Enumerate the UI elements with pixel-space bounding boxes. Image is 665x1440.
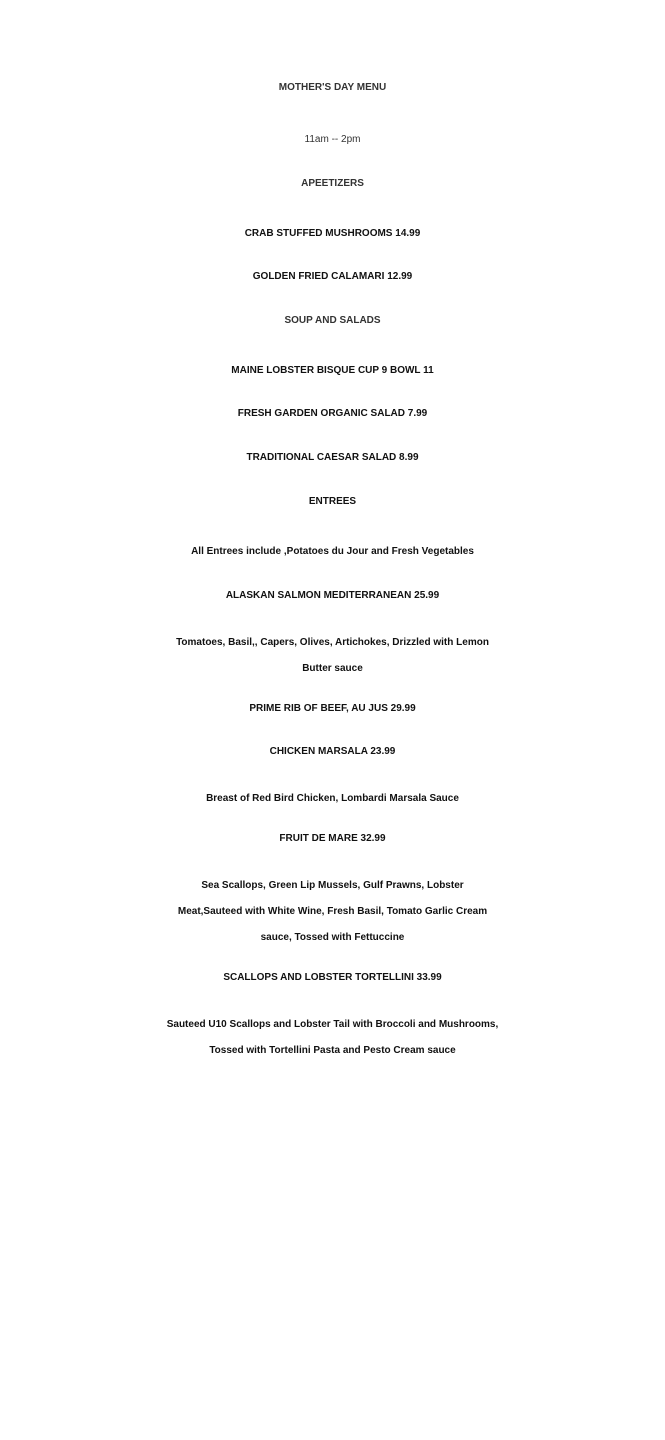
entree-scallops-tortellini-desc: Sauteed U10 Scallops and Lobster Tail with Broccoli and Mushrooms, (166, 1019, 499, 1030)
appetizers-heading: APEETIZERS (301, 178, 364, 189)
entree-prime-rib-name: PRIME RIB OF BEEF, AU JUS 29.99 (249, 703, 416, 714)
menu-title: MOTHER'S DAY MENU (278, 82, 387, 93)
entree-fruit-de-mare-name: FRUIT DE MARE 32.99 (279, 833, 386, 844)
entree-fruit-de-mare-desc: sauce, Tossed with Fettuccine (260, 932, 405, 943)
entree-salmon-desc: Butter sauce (302, 663, 363, 674)
soup-salad-item: TRADITIONAL CAESAR SALAD 8.99 (246, 452, 419, 463)
entree-chicken-desc: Breast of Red Bird Chicken, Lombardi Marsala Sauce (206, 793, 459, 804)
appetizer-item: CRAB STUFFED MUSHROOMS 14.99 (244, 228, 421, 239)
entree-fruit-de-mare-desc: Meat,Sauteed with White Wine, Fresh Basil, Tomato Garlic Cream (177, 906, 488, 917)
entree-scallops-tortellini-desc: Tossed with Tortellini Pasta and Pesto Cream sauce (209, 1045, 456, 1056)
menu-hours: 11am -- 2pm (304, 134, 361, 145)
appetizer-item: GOLDEN FRIED CALAMARI 12.99 (252, 271, 413, 282)
entree-scallops-tortellini-name: SCALLOPS AND LOBSTER TORTELLINI 33.99 (223, 972, 442, 983)
entree-salmon-name: ALASKAN SALMON MEDITERRANEAN 25.99 (225, 590, 440, 601)
entree-chicken-name: CHICKEN MARSALA 23.99 (269, 746, 396, 757)
soups-salads-heading: SOUP AND SALADS (284, 315, 381, 326)
soup-salad-item: MAINE LOBSTER BISQUE CUP 9 BOWL 11 (231, 365, 434, 376)
entree-salmon-desc: Tomatoes, Basil,, Capers, Olives, Artichokes, Drizzled with Lemon (176, 637, 489, 648)
entree-fruit-de-mare-desc: Sea Scallops, Green Lip Mussels, Gulf Prawns, Lobster (201, 880, 464, 891)
entrees-heading: ENTREES (308, 496, 357, 507)
entrees-note: All Entrees include ,Potatoes du Jour and Fresh Vegetables (191, 546, 474, 557)
soup-salad-item: FRESH GARDEN ORGANIC SALAD 7.99 (237, 408, 428, 419)
